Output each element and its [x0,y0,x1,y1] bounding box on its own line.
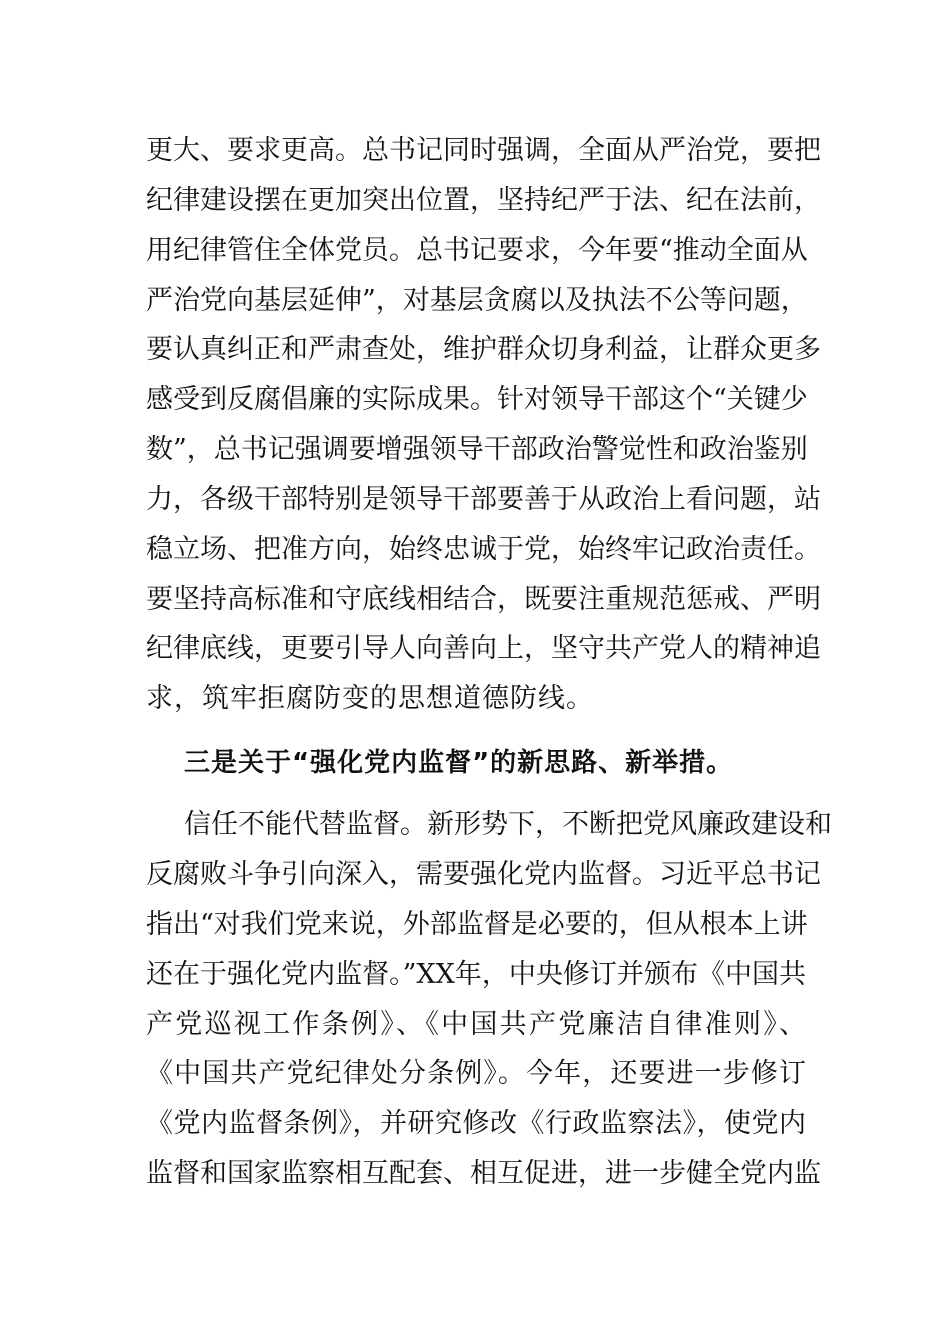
paragraph-line: 纪律底线，更要引导人向善向上，坚守共产党人的精神追 [146,633,821,664]
paragraph-line: 要认真纠正和严肃查处，维护群众切身利益，让群众更多 [146,334,821,365]
section-heading: 三是关于“强化党内监督”的新思路、新举措。 [184,748,734,778]
paragraph-line: 力，各级干部特别是领导干部要善于从政治上看问题，站 [146,484,821,515]
paragraph-line: 数”，总书记强调要增强领导干部政治警觉性和政治鉴别 [146,434,808,465]
paragraph-line: 指出“对我们党来说，外部监督是必要的，但从根本上讲 [146,909,808,940]
paragraph-line: 纪律建设摆在更加突出位置，坚持纪严于法、纪在法前， [146,185,821,216]
paragraph-line: 《党内监督条例》，并研究修改《行政监察法》，使党内 [146,1108,806,1139]
paragraph-line: 感受到反腐倡廉的实际成果。针对领导干部这个“关键少 [146,384,808,415]
paragraph-line: 稳立场、把准方向，始终忠诚于党，始终牢记政治责任。 [146,534,821,565]
paragraph-line: 《中国共产党纪律处分条例》。今年，还要进一步修订 [146,1058,806,1089]
paragraph-line: 还在于强化党内监督。”XX年，中央修订并颁布《中国共 [146,959,806,990]
paragraph-line: 反腐败斗争引向深入，需要强化党内监督。习近平总书记 [146,859,821,890]
paragraph-line: 用纪律管住全体党员。总书记要求，今年要“推动全面从 [146,235,808,266]
paragraph-line: 更大、要求更高。总书记同时强调，全面从严治党，要把 [146,135,821,166]
paragraph-line-last: 求，筑牢拒腐防变的思想道德防线。 [146,683,594,714]
paragraph-line: 监督和国家监察相互配套、相互促进，进一步健全党内监 [146,1158,821,1189]
paragraph-line: 要坚持高标准和守底线相结合，既要注重规范惩戒、严明 [146,584,821,615]
paragraph-line-first: 信任不能代替监督。新形势下，不断把党风廉政建设和 [184,809,832,840]
paragraph-line: 产党巡视工作条例》、《中国共产党廉洁自律准则》、 [146,1009,806,1040]
paragraph-line: 严治党向基层延伸”，对基层贪腐以及执法不公等问题， [146,285,808,316]
